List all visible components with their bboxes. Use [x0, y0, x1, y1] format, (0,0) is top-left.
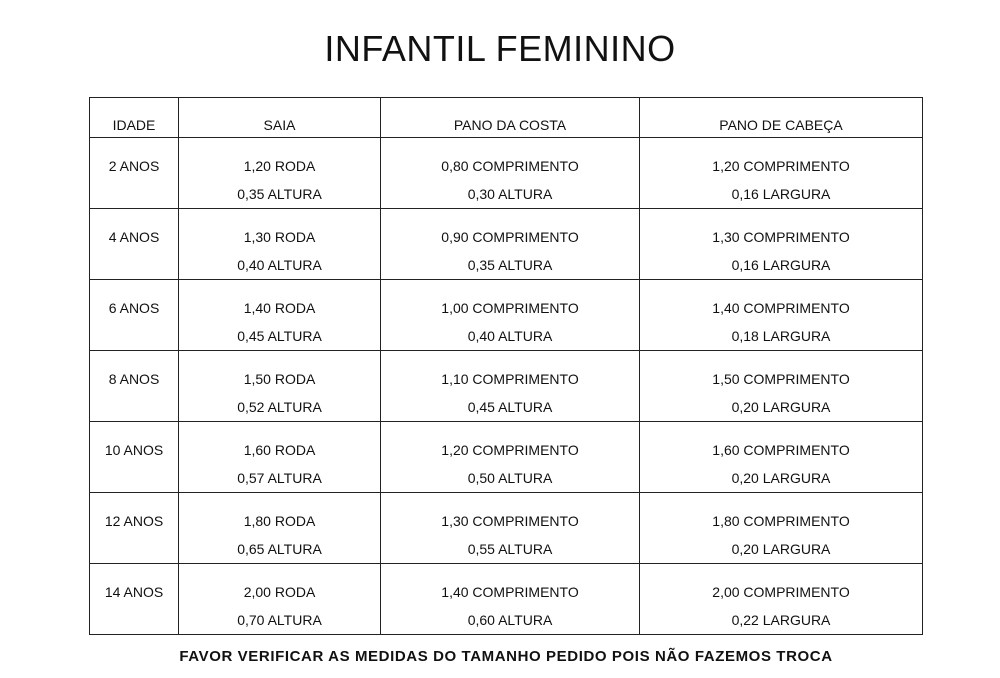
saia-roda: 1,50 RODA [243, 371, 316, 387]
header-saia: SAIA [179, 98, 381, 138]
saia-altura: 0,40 ALTURA [237, 257, 322, 273]
age-cell [90, 564, 179, 635]
costa-altura: 0,45 ALTURA [467, 399, 553, 415]
cabeca-largura: 0,20 LARGURA [731, 541, 831, 557]
table-row [90, 564, 923, 635]
cabeca-comprimento: 1,30 COMPRIMENTO [712, 229, 850, 245]
cabeca-cell [640, 209, 923, 280]
cabeca-comprimento: 1,60 COMPRIMENTO [712, 442, 850, 458]
age-cell [90, 138, 179, 209]
costa-comprimento: 1,10 COMPRIMENTO [441, 371, 579, 387]
age-label: 14 ANOS [104, 584, 164, 600]
costa-cell [381, 564, 640, 635]
saia-altura: 0,35 ALTURA [237, 186, 322, 202]
costa-cell [381, 209, 640, 280]
cabeca-largura: 0,16 LARGURA [731, 186, 831, 202]
costa-altura: 0,55 ALTURA [467, 541, 553, 557]
age-cell [90, 493, 179, 564]
costa-cell [381, 422, 640, 493]
saia-cell [179, 209, 381, 280]
age-cell [90, 351, 179, 422]
cabeca-largura: 0,20 LARGURA [731, 470, 831, 486]
cabeca-cell [640, 351, 923, 422]
saia-altura: 0,52 ALTURA [237, 399, 322, 415]
age-label: 10 ANOS [104, 442, 164, 458]
cabeca-comprimento: 2,00 COMPRIMENTO [712, 584, 850, 600]
costa-altura: 0,50 ALTURA [467, 470, 553, 486]
table-row [90, 351, 923, 422]
saia-cell [179, 138, 381, 209]
saia-roda: 1,20 RODA [243, 158, 316, 174]
costa-altura: 0,40 ALTURA [467, 328, 553, 344]
saia-cell [179, 493, 381, 564]
age-label: 2 ANOS [108, 158, 160, 174]
table-row [90, 280, 923, 351]
age-cell [90, 209, 179, 280]
saia-cell [179, 280, 381, 351]
saia-cell [179, 351, 381, 422]
costa-cell [381, 351, 640, 422]
costa-comprimento: 1,00 COMPRIMENTO [441, 300, 579, 316]
cabeca-cell [640, 564, 923, 635]
cabeca-comprimento: 1,80 COMPRIMENTO [712, 513, 850, 529]
costa-altura: 0,60 ALTURA [467, 612, 553, 628]
table-row [90, 138, 923, 209]
saia-roda: 2,00 RODA [243, 584, 316, 600]
saia-altura: 0,45 ALTURA [237, 328, 322, 344]
table-header-row [90, 98, 923, 138]
costa-cell [381, 280, 640, 351]
age-label: 8 ANOS [108, 371, 160, 387]
saia-altura: 0,65 ALTURA [237, 541, 322, 557]
costa-comprimento: 1,40 COMPRIMENTO [441, 584, 579, 600]
saia-roda: 1,60 RODA [243, 442, 316, 458]
saia-altura: 0,70 ALTURA [237, 612, 322, 628]
saia-cell [179, 564, 381, 635]
saia-roda: 1,40 RODA [243, 300, 316, 316]
costa-comprimento: 1,30 COMPRIMENTO [441, 513, 579, 529]
cabeca-largura: 0,20 LARGURA [731, 399, 831, 415]
age-label: 6 ANOS [108, 300, 160, 316]
age-cell [90, 280, 179, 351]
cabeca-cell [640, 422, 923, 493]
header-pano-costa: PANO DA COSTA [381, 98, 640, 138]
costa-altura: 0,35 ALTURA [467, 257, 553, 273]
cabeca-comprimento: 1,50 COMPRIMENTO [712, 371, 850, 387]
age-label: 12 ANOS [104, 513, 164, 529]
cabeca-comprimento: 1,40 COMPRIMENTO [712, 300, 850, 316]
costa-cell [381, 493, 640, 564]
age-cell [90, 422, 179, 493]
header-age: IDADE [90, 98, 179, 138]
cabeca-largura: 0,16 LARGURA [731, 257, 831, 273]
costa-comprimento: 0,80 COMPRIMENTO [441, 158, 579, 174]
saia-roda: 1,80 RODA [243, 513, 316, 529]
saia-cell [179, 422, 381, 493]
cabeca-cell [640, 493, 923, 564]
size-table [89, 97, 923, 635]
costa-comprimento: 1,20 COMPRIMENTO [441, 442, 579, 458]
table-row [90, 209, 923, 280]
costa-altura: 0,30 ALTURA [467, 186, 553, 202]
header-pano-cabeca: PANO DE CABEÇA [640, 98, 923, 138]
costa-cell [381, 138, 640, 209]
page-title: INFANTIL FEMININO [324, 28, 676, 69]
age-label: 4 ANOS [108, 229, 160, 245]
saia-altura: 0,57 ALTURA [237, 470, 322, 486]
cabeca-largura: 0,18 LARGURA [731, 328, 831, 344]
table-row [90, 422, 923, 493]
saia-roda: 1,30 RODA [243, 229, 316, 245]
cabeca-comprimento: 1,20 COMPRIMENTO [712, 158, 850, 174]
table-row [90, 493, 923, 564]
cabeca-cell [640, 138, 923, 209]
costa-comprimento: 0,90 COMPRIMENTO [441, 229, 579, 245]
cabeca-cell [640, 280, 923, 351]
exchange-notice: FAVOR VERIFICAR AS MEDIDAS DO TAMANHO PEDIDO POIS NÃO FAZEMOS TROCA [179, 648, 833, 665]
cabeca-largura: 0,22 LARGURA [731, 612, 831, 628]
